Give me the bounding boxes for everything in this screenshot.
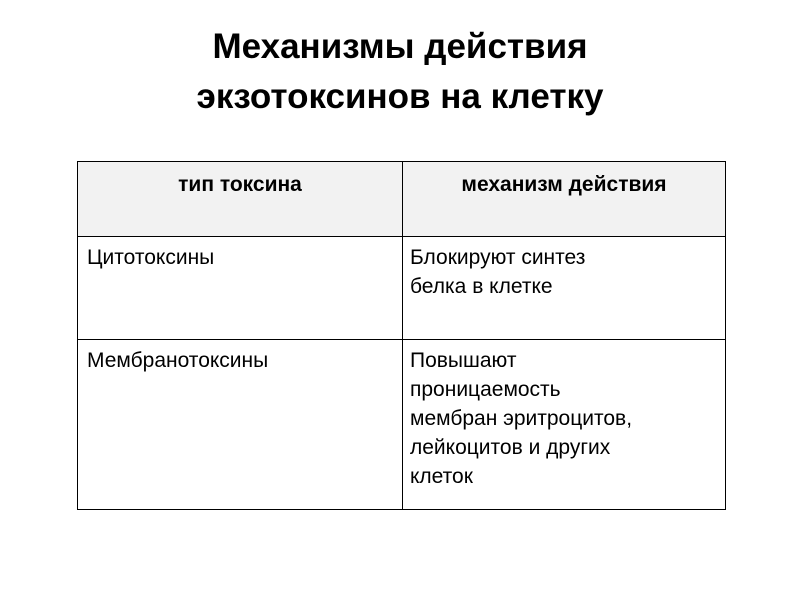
header-mechanism: механизм действия: [403, 162, 726, 237]
mechanism-cell: Повышают проницаемость мембран эритроцитов, лейкоцитов и других клеток: [403, 340, 726, 510]
header-toxin-type: тип токсина: [78, 162, 403, 237]
toxin-type-cell: Цитотоксины: [78, 237, 403, 340]
slide-title-line-2: экзотоксинов на клетку: [196, 77, 604, 116]
slide-title: [0, 22, 800, 122]
toxin-mechanism-table: [77, 161, 726, 510]
mechanism-cell: Блокируют синтез белка в клетке: [403, 237, 726, 340]
toxin-type-cell: Мембранотоксины: [78, 340, 403, 510]
table-row: [78, 237, 726, 340]
slide-title-line-1: Механизмы действия: [212, 27, 588, 66]
table-header-row: [78, 162, 726, 237]
table-row: [78, 340, 726, 510]
